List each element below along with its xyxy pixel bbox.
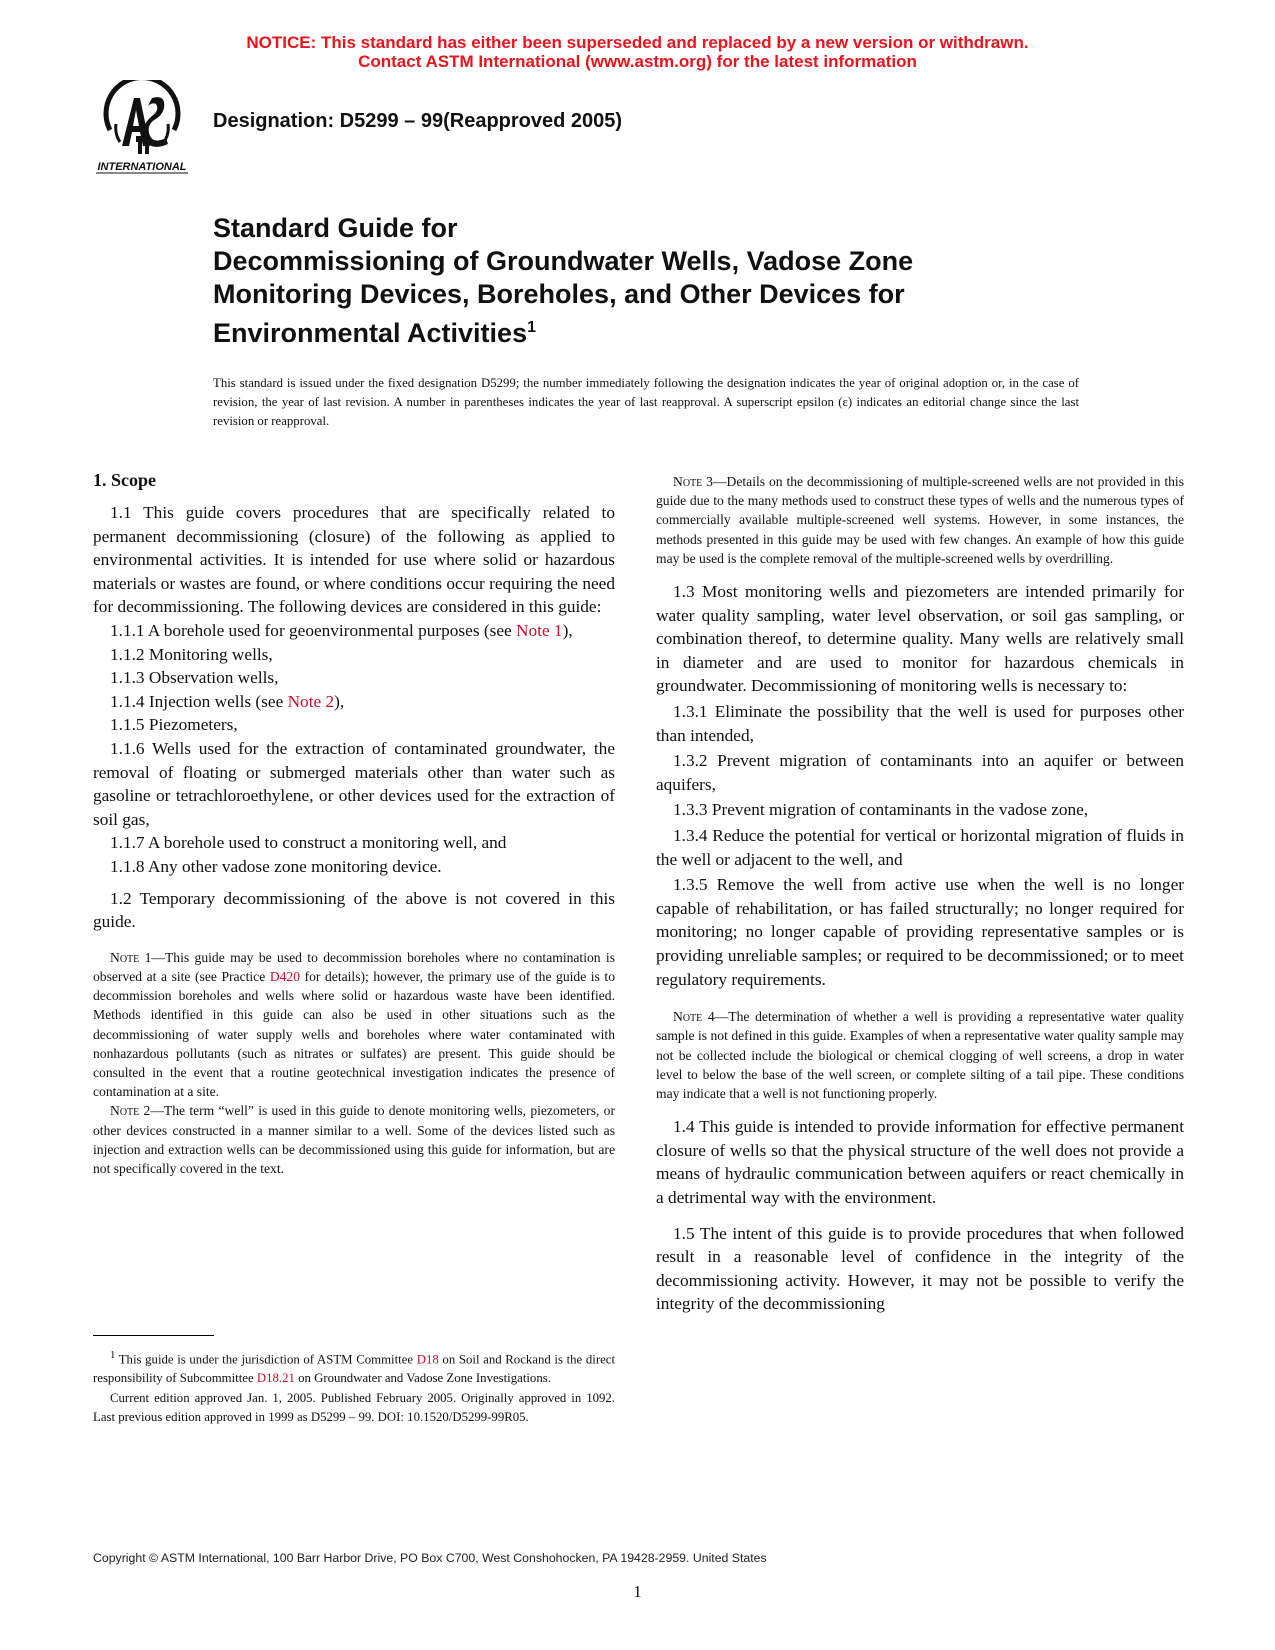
right-column bbox=[656, 472, 1184, 1316]
note-1-link[interactable]: Note 1 bbox=[516, 620, 563, 640]
title-line-4: Environmental Activities bbox=[213, 318, 528, 348]
para-1-3-5: 1.3.5 Remove the well from active use when the well is no longer capable of rehabilitation, or has failed structurally; no longer required for monitoring; no longer capable of providing representative samples or is providing unreliable samples; or required to be decommissioned; or to meet regulatory requirements. bbox=[656, 875, 1184, 989]
para-1-1-5: 1.1.5 Piezometers, bbox=[110, 715, 238, 735]
astm-logo-icon bbox=[92, 80, 192, 178]
notice-banner bbox=[0, 33, 1275, 71]
footnote-1: $^1$ This guide is under the jurisdiction of ASTM Committee D18 on Soil and Rockand is the direct responsibility of Subcommittee D18.21 on Groundwater and Vadose Zone Investigations. bbox=[93, 1350, 615, 1385]
para-1-3-2: 1.3.2 Prevent migration of contaminants into an aquifer or between aquifers, bbox=[656, 751, 1184, 794]
footnote-divider bbox=[93, 1335, 214, 1336]
left-column bbox=[93, 470, 615, 1178]
para-1-1-2: 1.1.2 Monitoring wells, bbox=[110, 644, 273, 664]
copyright-footer: Copyright © ASTM International, 100 Barr Harbor Drive, PO Box C700, West Conshohocken, PA 19428-2959. United States bbox=[93, 1551, 767, 1565]
footnote-2: Current edition approved Jan. 1, 2005. Published February 2005. Originally approved in 1092. Last previous edition approved in 1999 as D5299 – 99. DOI: 10.1520/D5299-99R05. bbox=[93, 1391, 615, 1425]
d18-link[interactable]: D18 bbox=[416, 1352, 439, 1367]
para-1-3-4: 1.3.4 Reduce the potential for vertical or horizontal migration of fluids in the well or adjacent to the well, and bbox=[656, 825, 1184, 869]
para-1-1-8: 1.1.8 Any other vadose zone monitoring device. bbox=[110, 856, 442, 876]
para-1-3-1: 1.3.1 Eliminate the possibility that the well is used for purposes other than intended, bbox=[656, 701, 1184, 745]
para-1-5: 1.5 The intent of this guide is to provide procedures that when followed result in a reasonable level of confidence in the integrity of the decommissioning activity. However, it may not be possible to verify the integrity of the decommissioning bbox=[656, 1223, 1184, 1314]
title-line-1: Standard Guide for bbox=[213, 213, 458, 243]
para-1-1-7: 1.1.7 A borehole used to construct a monitoring well, and bbox=[110, 833, 507, 853]
note-4: Note 4—The determination of whether a well is providing a representative water quality sample is not defined in this guide. Examples of when a representative water quality sample may not be collected include the biological or chemical clogging of well screens, a drop in water level to below the base of the well screen, or complete silting of a tail pipe. These conditions may indicate that a well is not functioning properly. bbox=[656, 1009, 1184, 1101]
issue-note: This standard is issued under the fixed designation D5299; the number immediately following the designation indicates the year of original adoption or, in the case of revision, the year of last revision. A number in parentheses indicates the year of last reapproval. A superscript epsilon (ε) indicates an editorial change since the last revision or reapproval. bbox=[213, 376, 1079, 428]
notice-line-1: NOTICE: This standard has either been superseded and replaced by a new version or withdrawn. bbox=[246, 33, 1029, 52]
note-1: Note 1—This guide may be used to decommission boreholes where no contamination is observed at a site (see Practice D420 for details); however, the primary use of the guide is to decommission boreholes and wells where solid or hazardous waste have been identified. Methods identified in this guide can also be used in other situations such as the decommissioning of water supply wells and boreholes where water contaminated with nonhazardous pollutants (such as nitrates or sulfates) are present. This guide should be consulted in the event that a routine geotechnical investigation indicates the presence of contamination at a site. bbox=[93, 949, 615, 1100]
footnotes bbox=[93, 1347, 615, 1429]
para-1-2: 1.2 Temporary decommissioning of the above is not covered in this guide. bbox=[93, 888, 615, 932]
designation: Designation: D5299 – 99(Reapproved 2005) bbox=[213, 110, 623, 132]
para-1-1-6: 1.1.6 Wells used for the extraction of contaminated groundwater, the removal of floating or submerged materials other than water such as gasoline or tetrachloroethylene, or other devices used for the extraction of soil gas, bbox=[93, 738, 615, 829]
document-title bbox=[213, 212, 1113, 350]
notice-line-2: Contact ASTM International (www.astm.org) for the latest information bbox=[358, 52, 917, 71]
note-3: Note 3—Details on the decommissioning of multiple-screened wells are not provided in this guide due to the many methods used to construct these types of wells and the numerous types of commercially available multiple-screened well systems. However, in some instances, the methods presented in this guide may be used with few changes. An example of how this guide may be used is the complete removal of the multiple-screened wells by overdrilling. bbox=[656, 474, 1184, 566]
note-2-link[interactable]: Note 2 bbox=[287, 691, 335, 711]
title-line-3: Monitoring Devices, Boreholes, and Other Devices for bbox=[213, 279, 905, 309]
para-1-1: 1.1 This guide covers procedures that are specifically related to permanent decommissioning (closure) of the following as applied to environmental activities. It is intended for use where solid or hazardous materials or wastes are found, or where conditions occur requiring the need for decommissioning. The following devices are considered in this guide: bbox=[93, 503, 615, 617]
page-number: 1 bbox=[633, 1582, 642, 1601]
section-heading-scope: 1. Scope bbox=[93, 470, 156, 490]
para-1-1-1: 1.1.1 A borehole used for geoenvironmental purposes (see Note 1), bbox=[110, 620, 573, 640]
d18-21-link[interactable]: D18.21 bbox=[256, 1370, 295, 1385]
para-1-3-3: 1.3.3 Prevent migration of contaminants in the vadose zone, bbox=[673, 800, 1089, 820]
title-footnote-mark: 1 bbox=[527, 319, 536, 336]
para-1-3: 1.3 Most monitoring wells and piezometers are intended primarily for water quality sampling, water level observation, or soil gas sampling, or combination thereof, to determine quality. Many wells are relatively small in diameter and are used to monitor for hazardous chemicals in groundwater. Decommissioning of monitoring wells is necessary to: bbox=[656, 582, 1184, 696]
para-1-4: 1.4 This guide is intended to provide information for effective permanent closure of wells so that the physical structure of the well does not provide a means of hydraulic communication between aquifers or react chemically in a detrimental way with the environment. bbox=[656, 1117, 1184, 1207]
note-2: Note 2—The term “well” is used in this guide to denote monitoring wells, piezometers, or other devices constructed in a manner similar to a well. Some of the devices listed such as injection and extraction wells can be decommissioned using this guide for information, but are not specifically covered in the text. bbox=[93, 1103, 615, 1176]
para-1-1-3: 1.1.3 Observation wells, bbox=[110, 668, 279, 688]
logo-brand-text: INTERNATIONAL bbox=[97, 161, 187, 173]
title-line-2: Decommissioning of Groundwater Wells, Vadose Zone bbox=[213, 246, 914, 276]
para-1-1-4: 1.1.4 Injection wells (see Note 2), bbox=[110, 691, 345, 711]
d420-link[interactable]: D420 bbox=[269, 968, 301, 984]
